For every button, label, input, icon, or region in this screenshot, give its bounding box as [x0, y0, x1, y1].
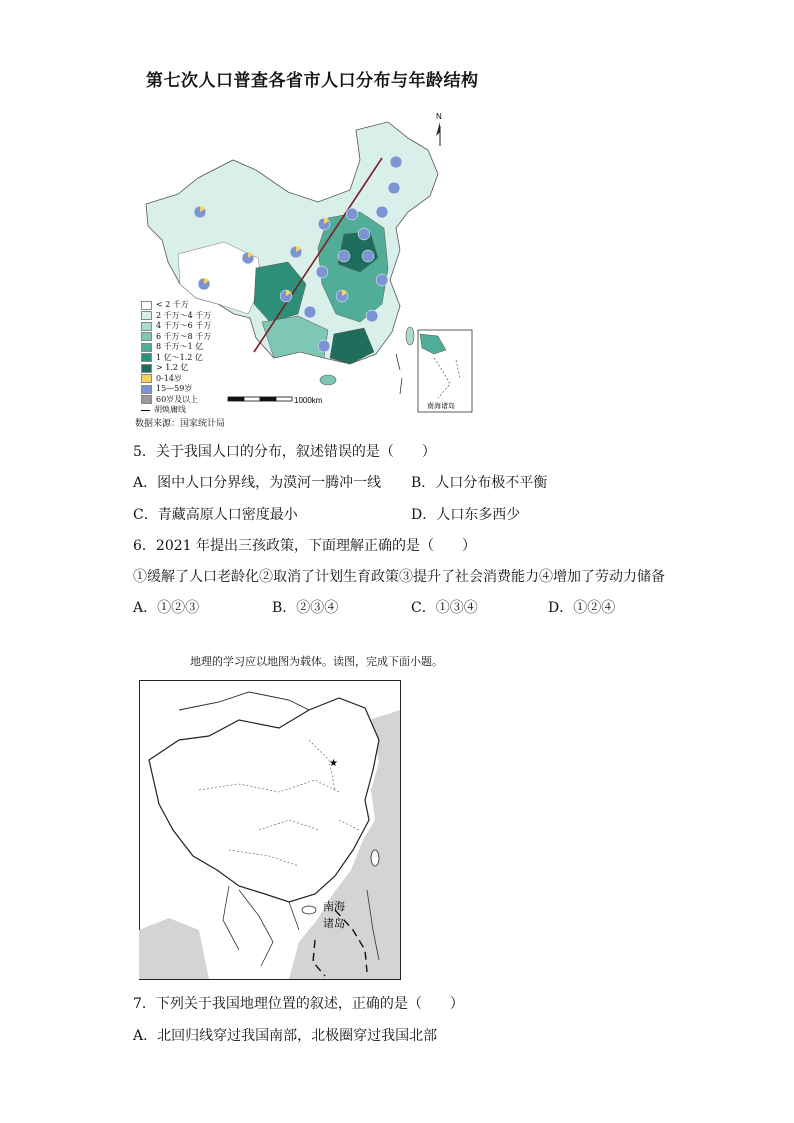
- legend-swatch: [141, 343, 152, 352]
- legend-swatch: [141, 332, 152, 341]
- scale-bar: [228, 397, 292, 401]
- legend-label: 15—59岁: [156, 384, 193, 394]
- pie-chart: [390, 156, 402, 168]
- pie-chart: [304, 306, 316, 318]
- map2-caption: 地理的学习应以地图为载体。读图，完成下面小题。: [190, 655, 443, 668]
- legend-swatch: [141, 364, 152, 373]
- q6-option-d: D．①②④: [548, 600, 616, 616]
- q6-stem: 6．2021 年提出三孩政策，下面理解正确的是（ ）: [133, 538, 476, 554]
- legend-label: > 1.2 亿: [156, 363, 189, 373]
- q7-option-a: A．北回归线穿过我国南部，北极圈穿过我国北部: [133, 1028, 438, 1044]
- legend-label: 胡焕庸线: [154, 405, 186, 415]
- taiwan-island: [371, 850, 379, 866]
- legend-label: 4 千万～6 千万: [156, 321, 212, 331]
- legend-item: [141, 395, 211, 406]
- asia-map: [139, 680, 401, 980]
- legend-item: [141, 384, 211, 395]
- legend-label: 0-14岁: [156, 373, 182, 383]
- legend-swatch: [141, 311, 152, 320]
- q5-option-b: B．人口分布极不平衡: [411, 475, 548, 491]
- hainan-island: [302, 906, 316, 914]
- hainan-island: [320, 375, 336, 385]
- map-legend: [141, 300, 211, 416]
- legend-item: [141, 363, 211, 374]
- legend-item: [141, 300, 211, 311]
- q6-option-c: C．①③④: [411, 600, 478, 616]
- pie-chart: [376, 206, 388, 218]
- q5-stem: 5．关于我国人口的分布，叙述错误的是（ ）: [133, 444, 436, 460]
- legend-swatch: [141, 410, 150, 411]
- q6-option-b: B．②③④: [272, 600, 339, 616]
- legend-swatch: [141, 301, 152, 310]
- pie-chart: [346, 208, 358, 220]
- south-sea-label-1: 南海: [323, 900, 345, 913]
- q5-option-c: C．青藏高原人口密度最小: [133, 507, 298, 523]
- taiwan-island: [406, 327, 414, 345]
- data-source: 数据来源：国家统计局: [135, 419, 226, 429]
- map-title: 第七次人口普查各省市人口分布与年龄结构: [146, 71, 479, 91]
- pie-chart: [318, 340, 330, 352]
- legend-item: [141, 353, 211, 364]
- pie-chart: [388, 182, 400, 194]
- legend-swatch: [141, 353, 152, 362]
- pie-chart: [316, 266, 328, 278]
- legend-swatch: [141, 385, 152, 394]
- pie-chart: [376, 274, 388, 286]
- legend-item: [141, 374, 211, 385]
- q7-stem: 7．下列关于我国地理位置的叙述，正确的是（ ）: [133, 996, 464, 1012]
- scale-label: 1000km: [294, 396, 323, 405]
- pie-chart: [362, 250, 374, 262]
- inset-label: 南海诸岛: [427, 402, 455, 410]
- legend-item: [141, 332, 211, 343]
- legend-item: [141, 321, 211, 332]
- legend-swatch: [141, 322, 152, 331]
- legend-item: [141, 342, 211, 353]
- q6-option-a: A．①②③: [133, 600, 200, 616]
- north-arrow-icon: [436, 122, 440, 146]
- pie-chart: [366, 310, 378, 322]
- legend-swatch: [141, 374, 152, 383]
- legend-label: 8 千万～1 亿: [156, 342, 204, 352]
- q5-option-d: D．人口东多西少: [411, 507, 521, 523]
- q5-option-a: A．图中人口分界线，为漠河一腾冲一线: [133, 475, 382, 491]
- legend-label: 60岁及以上: [156, 394, 199, 404]
- pie-chart: [358, 228, 370, 240]
- south-sea-label-2: 诸岛: [323, 917, 345, 930]
- capital-star-icon: ★: [329, 758, 338, 769]
- legend-label: < 2 千万: [156, 300, 189, 310]
- legend-label: 2 千万～4 千万: [156, 310, 212, 320]
- legend-label: 1 亿～1.2 亿: [156, 352, 203, 362]
- north-label: N: [436, 112, 442, 121]
- legend-item: [141, 311, 211, 322]
- legend-label: 6 千万～8 千万: [156, 331, 212, 341]
- legend-item: [141, 405, 211, 416]
- pie-chart: [338, 250, 350, 262]
- legend-swatch: [141, 395, 152, 404]
- q6-statements: ①缓解了人口老龄化②取消了计划生育政策③提升了社会消费能力④增加了劳动力储备: [133, 569, 665, 585]
